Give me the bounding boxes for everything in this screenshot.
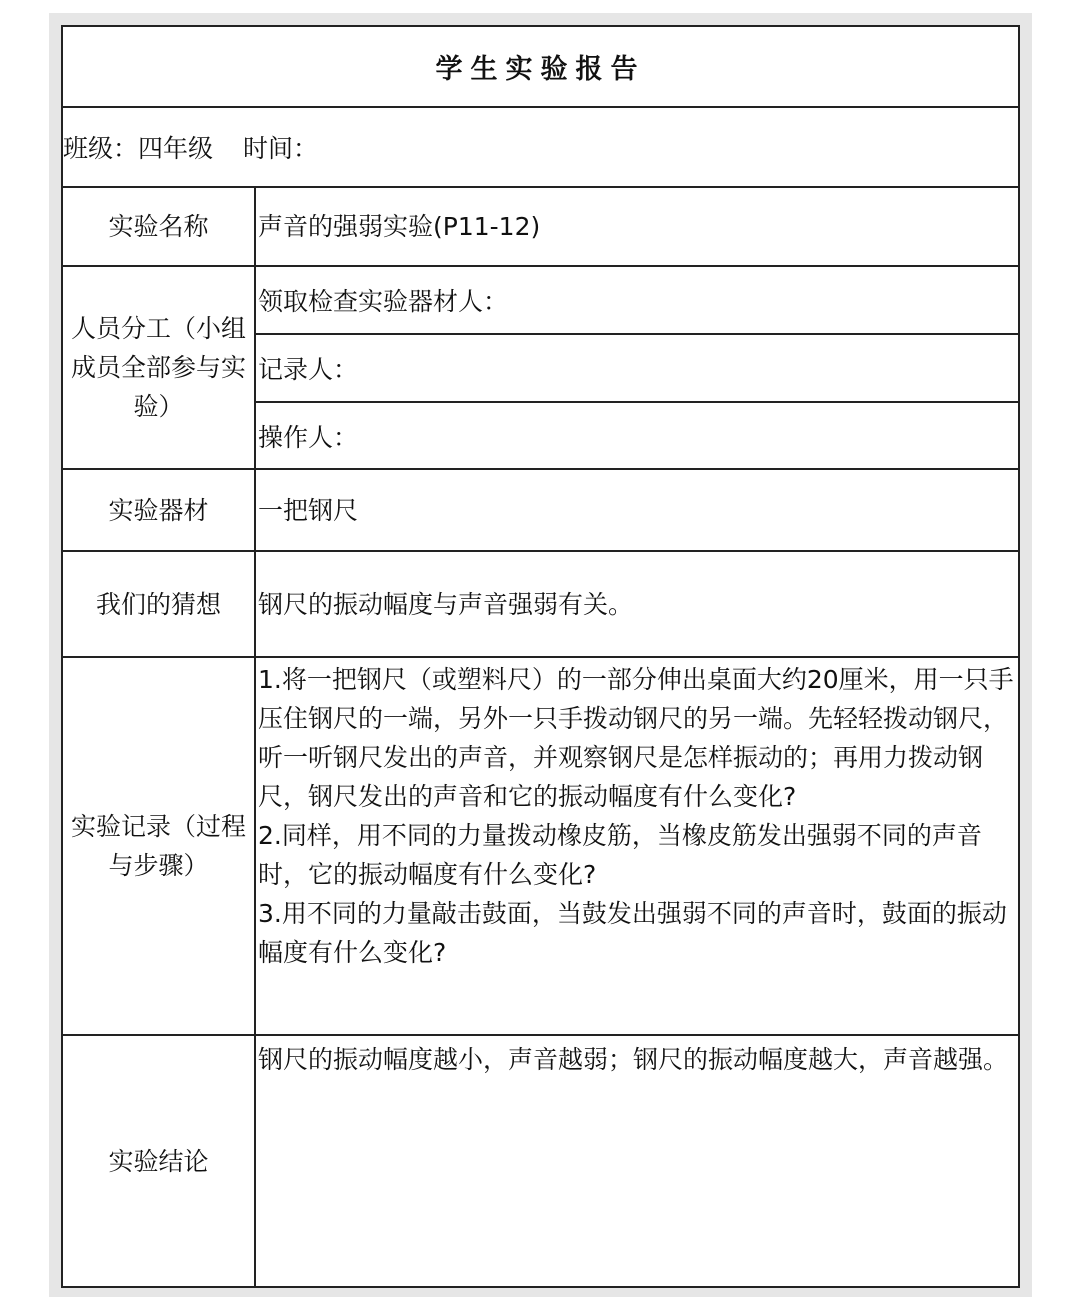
class-label: 班级：四年级 — [63, 134, 214, 163]
class-time-row — [63, 108, 1018, 188]
experiment-name-row — [63, 188, 1018, 267]
role-material-checker: 领取检查实验器材人： — [256, 267, 1018, 335]
conclusion-value: 钢尺的振动幅度越小，声音越弱；钢尺的振动幅度越大，声音越强。 — [258, 1045, 1009, 1074]
lab-report-table — [61, 25, 1020, 1288]
experiment-name-value: 声音的强弱实验(P11-12) — [258, 212, 541, 241]
hypothesis-row — [63, 552, 1018, 658]
materials-value: 一把钢尺 — [258, 495, 359, 525]
record-step-1: 1.将一把钢尺（或塑料尺）的一部分伸出桌面大约20厘米，用一只手压住钢尺的一端，另外一只手拨动钢尺的另一端。先轻轻拨动钢尺，听一听钢尺发出的声音，并观察钢尺是怎样振动的；再用力拨动钢尺，钢尺发出的声音和它的振动幅度有什么变化? — [258, 665, 1014, 811]
role-recorder: 记录人： — [256, 335, 1018, 403]
experiment-name-label: 实验名称 — [63, 188, 256, 265]
roles-row — [63, 267, 1018, 470]
record-row — [63, 658, 1018, 1036]
title-row — [63, 27, 1018, 108]
class-time-line — [63, 108, 1018, 186]
report-title: 学生实验报告 — [435, 54, 646, 85]
conclusion-label: 实验结论 — [63, 1036, 256, 1286]
record-label: 实验记录（过程与步骤） — [63, 658, 256, 1034]
materials-label: 实验器材 — [63, 470, 256, 550]
hypothesis-label: 我们的猜想 — [63, 552, 256, 656]
role-operator: 操作人： — [258, 422, 359, 452]
conclusion-row — [63, 1036, 1018, 1286]
record-step-2: 2.同样，用不同的力量拨动橡皮筋，当橡皮筋发出强弱不同的声音时，它的振动幅度有什么变化? — [258, 821, 982, 889]
time-label: 时间： — [243, 134, 319, 163]
roles-label: 人员分工（小组成员全部参与实验） — [63, 267, 256, 468]
record-steps — [256, 658, 1018, 1034]
hypothesis-value: 钢尺的振动幅度与声音强弱有关。 — [258, 589, 634, 619]
record-step-3: 3.用不同的力量敲击鼓面，当鼓发出强弱不同的声音时，鼓面的振动幅度有什么变化? — [258, 899, 1007, 967]
materials-row — [63, 470, 1018, 552]
